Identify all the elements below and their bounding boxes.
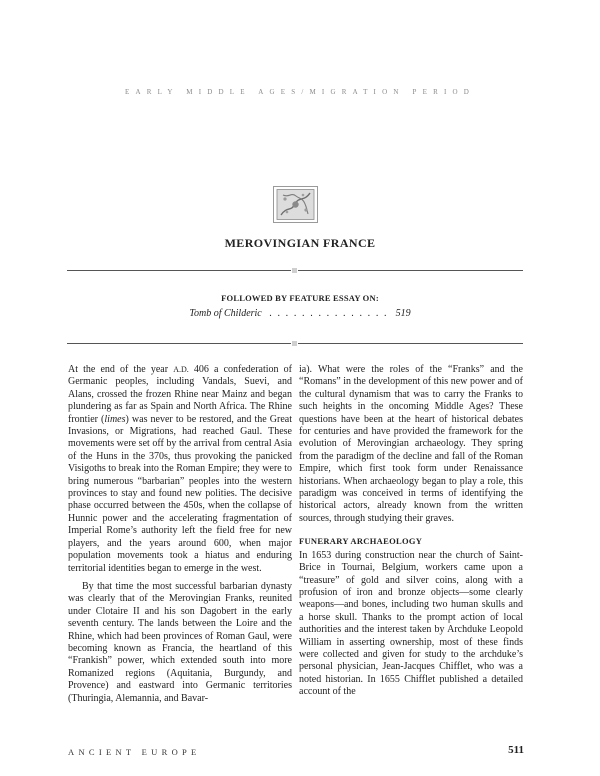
section-divider xyxy=(67,266,523,275)
section-heading: FUNERARY ARCHAEOLOGY xyxy=(299,536,423,547)
chapter-title: MEROVINGIAN FRANCE xyxy=(224,236,376,250)
era-abbreviation: A.D. xyxy=(173,365,189,374)
feature-essay-toc-entry[interactable] xyxy=(0,308,600,319)
floral-ornament-icon xyxy=(273,186,318,223)
running-head: EARLY MIDDLE AGES/MIGRATION PERIOD xyxy=(124,88,476,96)
body-paragraph: At the end of the year A.D. 406 a confederation of Germanic peoples, including Vandals, Suevi, and Alans, crossed the frozen Rhine near Mainz and began plundering as far as Spain and North Africa. The Rhine frontier (limes) was never to be restored, and the Great Invasions, or Migrations, had reached Gaul. These movements were set off by the arrival from central Asia of the Huns in the 370s, thus provoking the panicked Visigoths to break into the Roman Empire; they were to bring numerous “barbarian” peoples into the western provinces to stay and found new polities. The decisive phase occurred between the 450s, when the collapse of Hunnic power and the accelerating fragmentation of Imperial Rome’s authority left the field free for new players, and the years around 600, when major population movements took a hiatus and enduring territorial identities began to emerge in the west. xyxy=(68,364,293,574)
page-number: 511 xyxy=(508,744,524,756)
body-paragraph: In 1653 during construction near the church of Saint-Brice in Tournai, Belgium, workers came upon a “treasure” of gold and silver coins, along with a profusion of iron and bronze objects—some clearly weapons—and bones, including two human skulls and a horse skull. Thanks to the prompt action of local authorities and the interest taken by Archduke Leopold William in asserting ownership, most of these finds were collected and given for study to the archduke’s personal physician, Jean-Jacques Chifflet, who was a noted historian. In 1655 Chifflet published a detailed account of the xyxy=(299,549,523,698)
body-paragraph: By that time the most successful barbarian dynasty was clearly that of the Merovingian Franks, reunited under Clotaire II and his son Dagobert in the early seventh century. The lands between the Loire and the Rhine, which had been provinces of Roman Gaul, were becoming known as Francia, the heartland of this “Frankish” power, which extended south into more Romanized regions (Aquitania, Burgundy, and Provence) and eastward into Germanic territories (Thuringia, Alemannia, and Bavar- xyxy=(68,580,292,704)
feature-essay-label: FOLLOWED BY FEATURE ESSAY ON: xyxy=(221,293,379,303)
toc-leader-dots: . . . . . . . . . . . . . . . xyxy=(269,308,389,319)
section-divider xyxy=(67,339,523,348)
right-column xyxy=(299,364,523,699)
body-paragraph: ia). What were the roles of the “Franks” and the “Romans” in the development of this new power and of the cultural dynamism that was to carry the Franks to such heights in the oncoming Middle Ages? These questions have been at the heart of historical debates for centuries and have provided the framework for the evolution of Merovingian archaeology. They spring from the paradigm of the decline and fall of the Roman Empire, which first took form under Renaissance historians. When archaeology began to play a role, this paradigm was conceived in terms of identifying the historical actors, already known from the written sources, through studying their graves. xyxy=(299,364,523,524)
italic-term: limes xyxy=(104,413,126,425)
footer-book-title: ANCIENT EUROPE xyxy=(68,747,201,757)
essay-page-number: 519 xyxy=(395,308,411,319)
left-column xyxy=(68,364,292,705)
essay-title: Tomb of Childeric xyxy=(189,308,262,319)
